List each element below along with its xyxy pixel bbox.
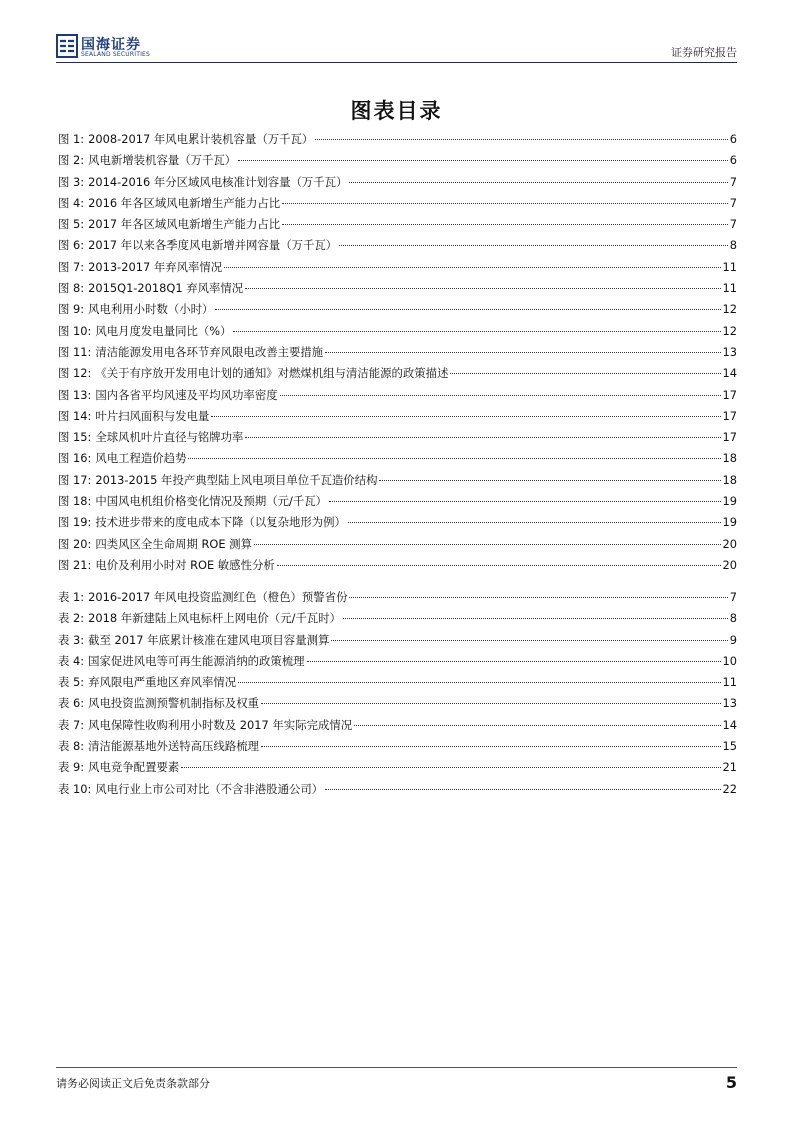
entry-title: 2008-2017 年风电累计装机容量（万千瓦） (88, 132, 314, 146)
entry-label: 图 14: (58, 408, 92, 423)
dot-leader (349, 597, 727, 598)
entry-title: 弃风限电严重地区弃风率情况 (88, 675, 237, 690)
entry-title: 风电月度发电量同比（%） (95, 323, 232, 338)
entry-label: 图 4: (58, 195, 85, 210)
entry-label: 表 4: (58, 653, 85, 668)
entry-label: 图 19: (58, 515, 92, 530)
entry-title: 全球风机叶片直径与铭牌功率 (95, 430, 244, 445)
figure-entry[interactable] (58, 195, 737, 216)
entry-label: 图 20: (58, 536, 92, 551)
dot-leader (254, 544, 721, 545)
entry-page-number: 11 (722, 675, 737, 690)
dot-leader (379, 480, 720, 481)
entry-page-number: 9 (729, 632, 737, 647)
entry-label: 表 1: (58, 590, 85, 604)
entry-page-number: 8 (729, 611, 737, 626)
logo-english-name: SEALAND SECURITIES (81, 51, 151, 58)
entry-label: 图 9: (58, 302, 85, 317)
figure-list (58, 131, 737, 578)
table-list (58, 589, 737, 802)
entry-page-number: 21 (722, 760, 737, 775)
entry-label: 表 9: (58, 760, 85, 775)
entry-label: 图 1: (58, 132, 85, 146)
dot-leader (282, 224, 728, 225)
figure-entry[interactable] (58, 174, 737, 195)
footer-divider (56, 1067, 737, 1068)
figure-entry[interactable] (58, 344, 737, 365)
entry-page-number: 10 (722, 653, 737, 668)
figure-entry[interactable] (58, 493, 737, 514)
figure-entry[interactable] (58, 408, 737, 429)
table-entry[interactable] (58, 695, 737, 716)
entry-page-number: 13 (722, 696, 737, 711)
dot-leader (245, 288, 720, 289)
entry-page-number: 12 (722, 302, 737, 317)
table-entry[interactable] (58, 632, 737, 653)
entry-label: 图 17: (58, 472, 92, 487)
figure-entry[interactable] (58, 237, 737, 258)
table-entry[interactable] (58, 781, 737, 802)
entry-label: 图 11: (58, 344, 92, 359)
entry-title: 技术进步带来的度电成本下降（以复杂地形为例） (95, 515, 346, 530)
dot-leader (282, 203, 728, 204)
page-number: 5 (725, 1073, 737, 1092)
entry-label: 图 6: (58, 238, 85, 253)
dot-leader (354, 725, 720, 726)
entry-label: 表 7: (58, 717, 85, 732)
logo-chinese-name: 国海证券 (81, 37, 141, 53)
dot-leader (329, 501, 721, 502)
entry-page-number: 12 (722, 323, 737, 338)
dot-leader (325, 789, 720, 790)
entry-page-number: 19 (722, 494, 737, 509)
entry-title: 2018 年新建陆上风电标杆上网电价（元/千瓦时） (88, 611, 341, 626)
entry-label: 图 8: (58, 281, 85, 296)
dot-leader (450, 373, 720, 374)
dot-leader (211, 416, 720, 417)
entry-label: 表 2: (58, 611, 85, 626)
figure-entry[interactable] (58, 365, 737, 386)
footer-disclaimer: 请务必阅读正文后免责条款部分 (56, 1077, 210, 1090)
entry-title: 清洁能源发用电各环节弃风限电改善主要措施 (95, 344, 324, 359)
entry-label: 表 5: (58, 675, 85, 690)
entry-page-number: 19 (722, 515, 737, 530)
entry-title: 国家促进风电等可再生能源消纳的政策梳理 (88, 653, 305, 668)
dot-leader (280, 395, 721, 396)
entry-title: 2017 年以来各季度风电新增并网容量（万千瓦） (88, 238, 338, 253)
entry-title: 《关于有序放开发用电计划的通知》对燃煤机组与清洁能源的政策描述 (95, 366, 449, 381)
entry-title: 四类风区全生命周期 ROE 测算 (95, 536, 252, 551)
entry-title: 风电新增装机容量（万千瓦） (88, 153, 237, 168)
dot-leader (224, 267, 720, 268)
entry-title: 2017 年各区域风电新增生产能力占比 (88, 217, 281, 232)
dot-leader (181, 767, 720, 768)
entry-title: 电价及利用小时对 ROE 敏感性分析 (95, 557, 275, 572)
table-entry[interactable] (58, 653, 737, 674)
dot-leader (245, 437, 720, 438)
entry-title: 2016 年各区域风电新增生产能力占比 (88, 195, 281, 210)
dot-leader (315, 139, 727, 140)
entry-title: 2015Q1-2018Q1 弃风率情况 (88, 281, 244, 296)
entry-title: 中国风电机组价格变化情况及预期（元/千瓦） (95, 494, 327, 509)
entry-label: 表 6: (58, 696, 85, 711)
entry-page-number: 7 (729, 174, 737, 189)
entry-label: 表 10: (58, 781, 92, 796)
entry-label: 图 13: (58, 387, 92, 402)
table-entry[interactable] (58, 610, 737, 631)
dot-leader (331, 640, 727, 641)
figure-entry[interactable] (58, 514, 737, 535)
entry-page-number: 8 (729, 238, 737, 253)
dot-leader (238, 160, 728, 161)
entry-label: 图 21: (58, 557, 92, 572)
entry-title: 风电竞争配置要素 (88, 760, 180, 775)
table-entry[interactable] (58, 717, 737, 738)
dot-leader (325, 352, 720, 353)
entry-page-number: 13 (722, 344, 737, 359)
entry-title: 风电利用小时数（小时） (88, 302, 214, 317)
entry-title: 2014-2016 年分区域风电核准计划容量（万千瓦） (88, 174, 348, 189)
entry-page-number: 14 (722, 717, 737, 732)
entry-title: 2013-2015 年投产典型陆上风电项目单位千瓦造价结构 (95, 472, 378, 487)
entry-label: 图 12: (58, 366, 92, 381)
entry-title: 叶片扫风面积与发电量 (95, 408, 210, 423)
table-entry[interactable] (58, 674, 737, 695)
entry-page-number: 6 (729, 132, 737, 146)
entry-page-number: 18 (722, 451, 737, 466)
dot-leader (261, 746, 721, 747)
dot-leader (349, 182, 727, 183)
entry-label: 图 10: (58, 323, 92, 338)
figure-entry[interactable] (58, 387, 737, 408)
page-header (56, 30, 737, 63)
dot-leader (348, 522, 721, 523)
entry-page-number: 22 (722, 781, 737, 796)
figure-entry[interactable] (58, 131, 737, 152)
dot-leader (339, 245, 728, 246)
figure-entry[interactable] (58, 259, 737, 280)
entry-page-number: 7 (729, 217, 737, 232)
entry-title: 风电行业上市公司对比（不含非港股通公司） (95, 781, 324, 796)
entry-title: 风电投资监测预警机制指标及权重 (88, 696, 259, 711)
entry-title: 风电工程造价趋势 (95, 451, 187, 466)
entry-page-number: 20 (722, 557, 737, 572)
entry-title: 风电保障性收购利用小时数及 2017 年实际完成情况 (88, 717, 353, 732)
entry-label: 表 8: (58, 739, 85, 754)
figure-entry[interactable] (58, 301, 737, 322)
dot-leader (277, 565, 721, 566)
figure-entry[interactable] (58, 472, 737, 493)
figure-entry[interactable] (58, 429, 737, 450)
entry-page-number: 11 (722, 281, 737, 296)
entry-title: 国内各省平均风速及平均风功率密度 (95, 387, 278, 402)
entry-label: 表 3: (58, 632, 85, 647)
entry-page-number: 11 (722, 259, 737, 274)
figure-entry[interactable] (58, 536, 737, 557)
entry-page-number: 7 (729, 195, 737, 210)
dot-leader (343, 618, 728, 619)
entry-page-number: 17 (722, 408, 737, 423)
dot-leader (307, 661, 721, 662)
figure-entry[interactable] (58, 280, 737, 301)
entry-label: 图 5: (58, 217, 85, 232)
entry-label: 图 18: (58, 494, 92, 509)
table-entry[interactable] (58, 759, 737, 780)
entry-title: 清洁能源基地外送特高压线路梳理 (88, 739, 259, 754)
figure-entry[interactable] (58, 216, 737, 237)
entry-label: 图 7: (58, 259, 85, 274)
entry-title: 截至 2017 年底累计核准在建风电项目容量测算 (88, 632, 330, 647)
entry-label: 图 15: (58, 430, 92, 445)
dot-leader (215, 309, 720, 310)
entry-page-number: 18 (722, 472, 737, 487)
table-entry[interactable] (58, 589, 737, 610)
entry-label: 图 16: (58, 451, 92, 466)
entry-title: 2013-2017 年弃风率情况 (88, 259, 223, 274)
entry-label: 图 3: (58, 174, 85, 189)
dot-leader (188, 458, 720, 459)
entry-page-number: 17 (722, 430, 737, 445)
entry-page-number: 20 (722, 536, 737, 551)
entry-title: 2016-2017 年风电投资监测红色（橙色）预警省份 (88, 590, 348, 604)
entry-page-number: 7 (729, 590, 737, 604)
entry-page-number: 17 (722, 387, 737, 402)
report-type: 证券研究报告 (671, 46, 737, 59)
figure-entry[interactable] (58, 450, 737, 471)
sealand-logo-icon (56, 34, 78, 58)
dot-leader (261, 703, 721, 704)
figure-entry[interactable] (58, 557, 737, 578)
entry-page-number: 6 (729, 153, 737, 168)
dot-leader (233, 331, 720, 332)
table-entry[interactable] (58, 738, 737, 759)
figure-entry[interactable] (58, 323, 737, 344)
page-title: 图表目录 (350, 99, 443, 123)
figure-entry[interactable] (58, 152, 737, 173)
entry-label: 图 2: (58, 153, 85, 168)
dot-leader (238, 682, 720, 683)
entry-page-number: 15 (722, 739, 737, 754)
entry-page-number: 14 (722, 366, 737, 381)
